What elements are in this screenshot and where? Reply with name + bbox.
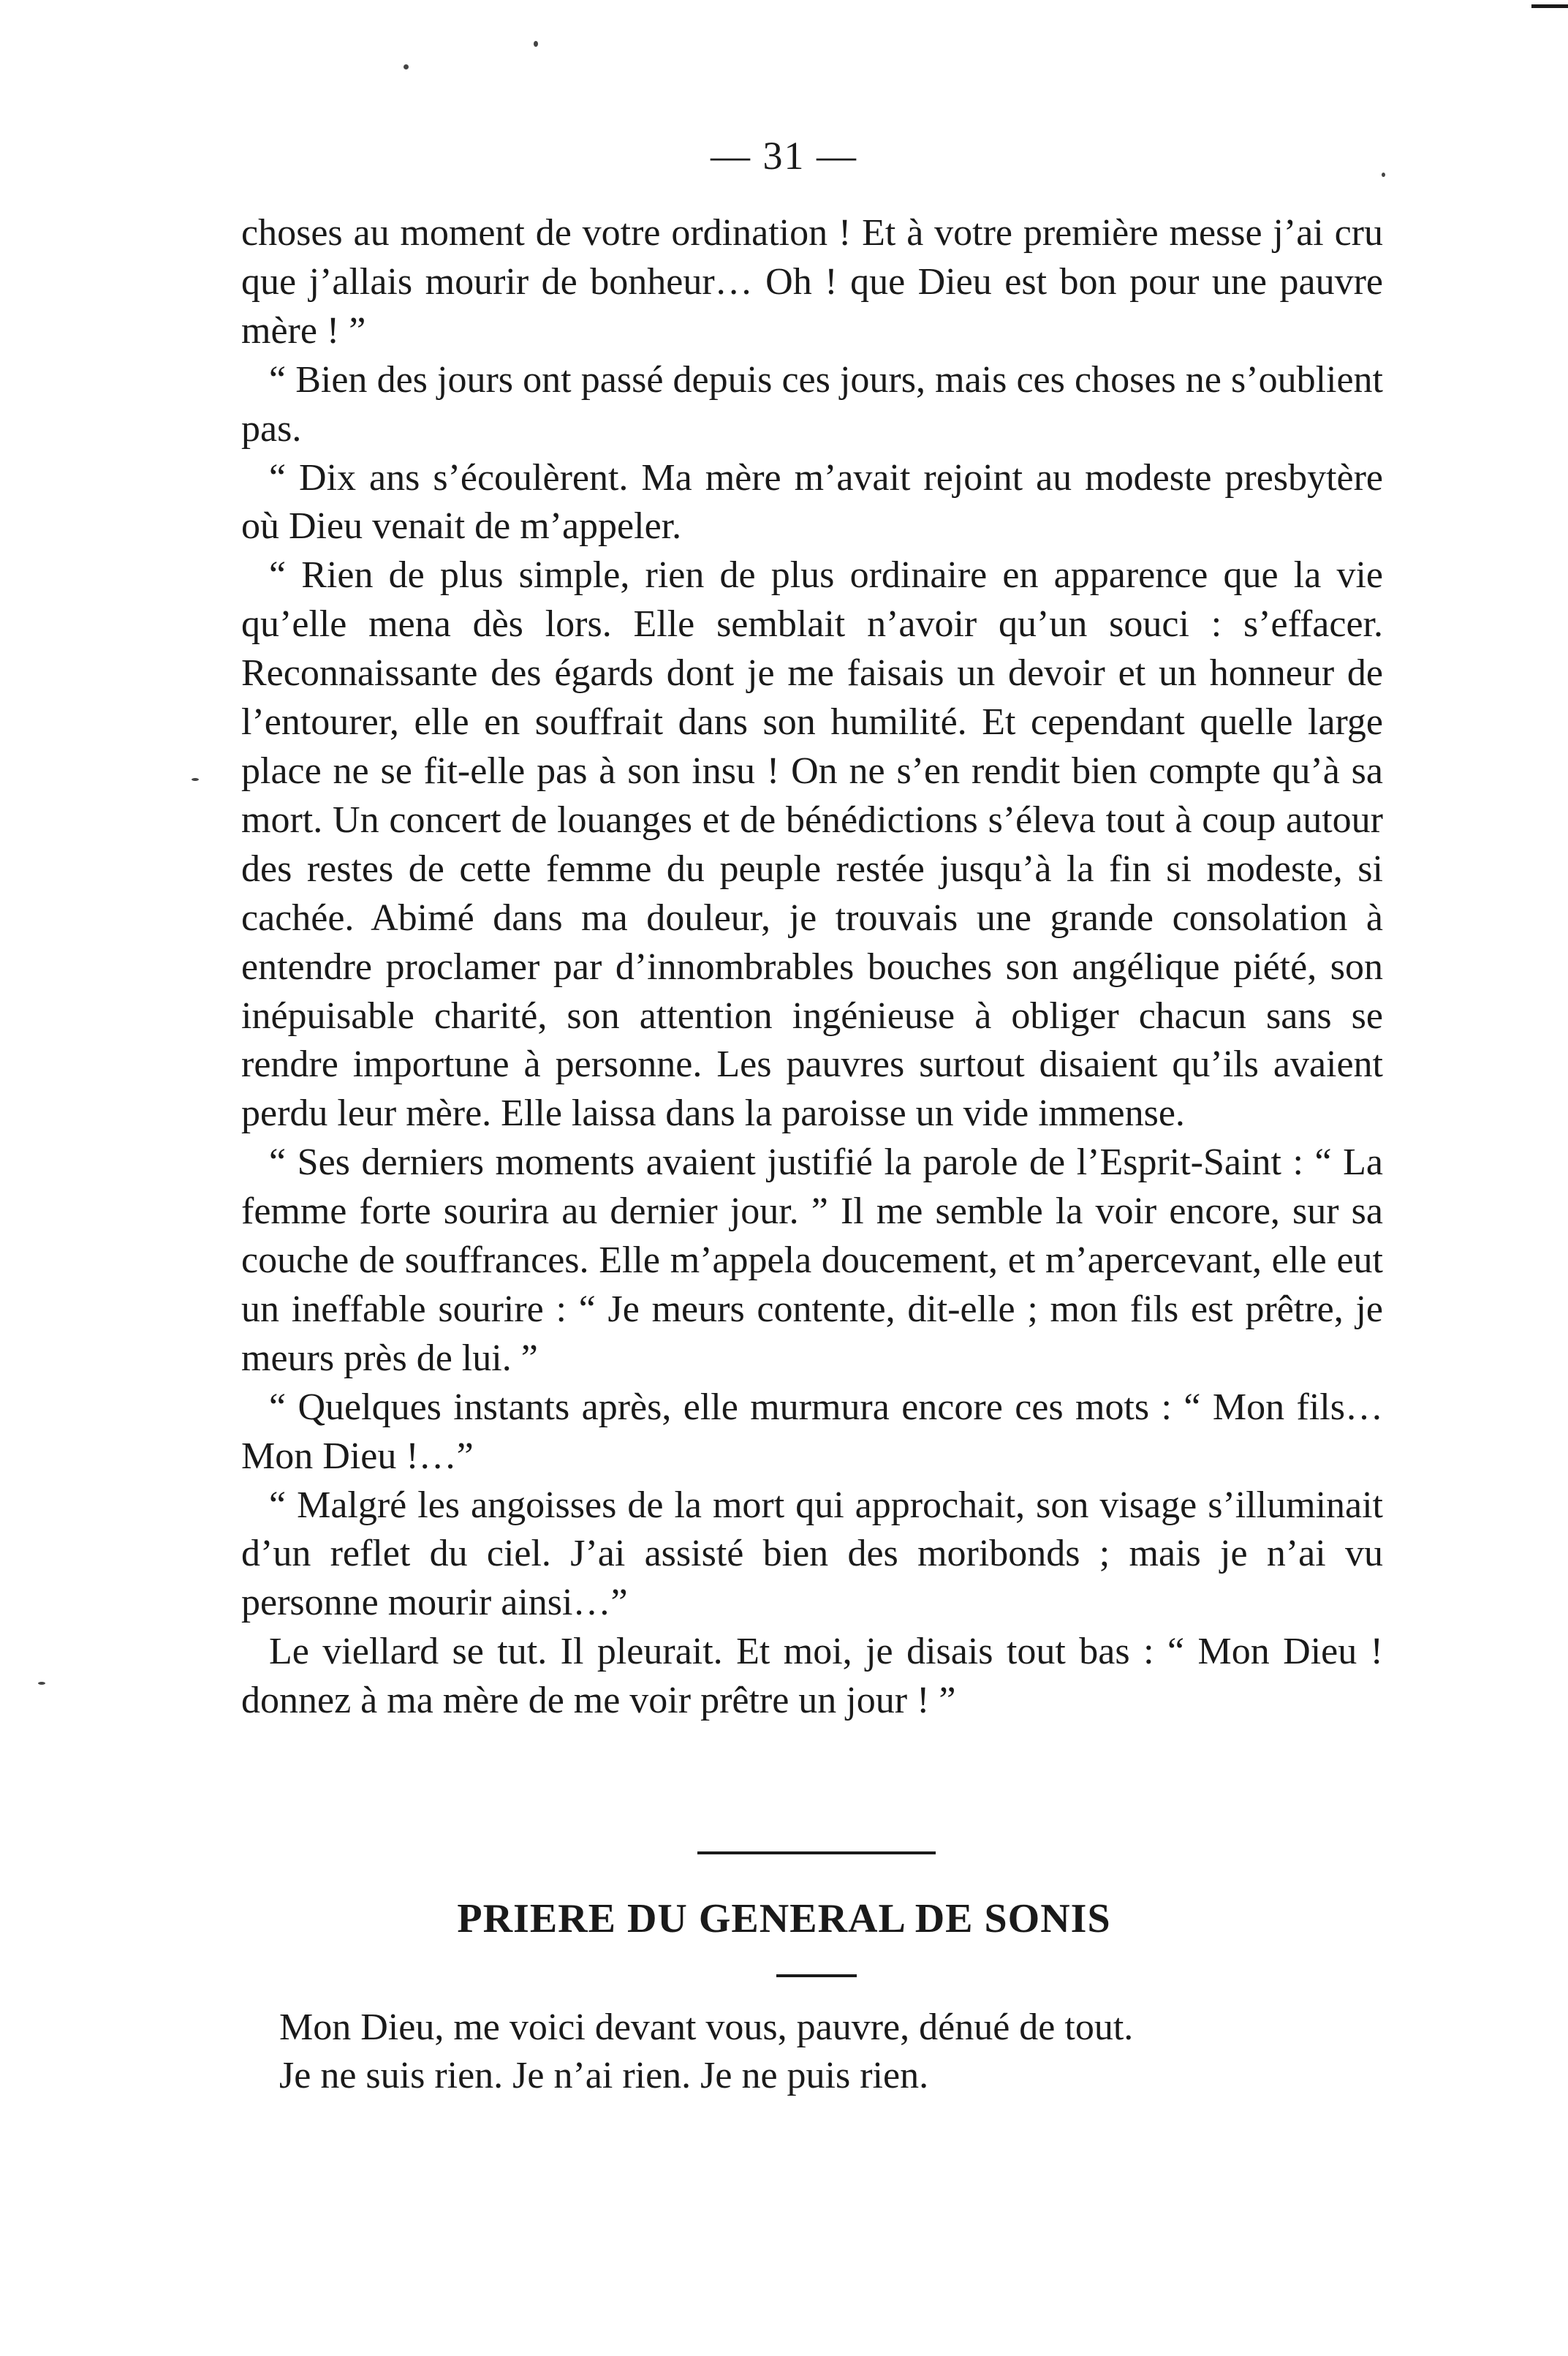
page-number: — 31 — [711,134,857,178]
paragraph: “ Rien de plus simple, rien de plus ordinaire en apparence que la vie qu’elle mena dès lors. Elle semblait n’avoir qu’un souci : s’effacer. Reconnaissante des égards dont je me faisais un devoir et un honneur de l’entourer, elle en souffrait dans son humilité. Et cependant quelle large place ne se fit-elle pas à son insu ! On ne s’en rendit bien compte qu’à sa mort. Un concert de louanges et de bénédictions s’éleva tout à coup autour des restes de cette femme du peuple restée jusqu’à la fin si modeste, si cachée. Abimé dans ma douleur, je trouvais une grande consolation à entendre proclamer par d’innombrables bouches son angélique piété, son inépuisable charité, son attention ingénieuse à obliger chacun sans se rendre importune à personne. Les pauvres surtout disaient qu’ils avaient perdu leur mère. Elle laissa dans la paroisse un vide immense. [241,554,1383,1135]
prayer-text [279,2004,1317,2100]
section-divider [697,1851,936,1854]
section-title: PRIERE DU GENERAL DE SONIS [457,1896,1111,1941]
scan-edge-mark [1531,4,1568,8]
paragraph: “ Quelques instants après, elle murmura encore ces mots : “ Mon fils… Mon Dieu !…” [241,1386,1383,1477]
title-underline [776,1974,857,1977]
paragraph: choses au moment de votre ordination ! Et à votre première messe j’ai cru que j’allais mourir de bonheur… Oh ! que Dieu est bon pour une pauvre mère ! ” [241,212,1383,352]
scan-speck [192,778,199,781]
paragraph: “ Ses derniers moments avaient justifié la parole de l’Esprit-Saint : “ La femme forte sourira au dernier jour. ” Il me semble la voir encore, sur sa couche de souffrances. Elle m’appela doucement, et m’apercevant, elle eut un ineffable sourire : “ Je meurs contente, dit-elle ; mon fils est prêtre, je meurs près de lui. ” [241,1141,1383,1379]
scan-speck [534,41,538,47]
scan-speck [38,1682,45,1685]
prayer-line: Je ne suis rien. Je n’ai rien. Je ne puis rien. [279,2055,929,2096]
paragraph: “ Malgré les angoisses de la mort qui approchait, son visage s’illuminait d’un reflet du ciel. J’ai assisté bien des moribonds ; mais je n’ai vu personne mourir ainsi…” [241,1484,1383,1624]
body-text [241,209,1383,1726]
paragraph: Le viellard se tut. Il pleurait. Et moi, je disais tout bas : “ Mon Dieu ! donnez à ma mère de me voir prêtre un jour ! ” [241,1631,1383,1722]
paragraph: “ Dix ans s’écoulèrent. Ma mère m’avait rejoint au modeste presbytère où Dieu venait de m’appeler. [241,456,1383,548]
paragraph: “ Bien des jours ont passé depuis ces jours, mais ces choses ne s’oublient pas. [241,358,1383,450]
scan-speck [404,64,409,69]
prayer-line: Mon Dieu, me voici devant vous, pauvre, dénué de tout. [279,2006,1134,2048]
